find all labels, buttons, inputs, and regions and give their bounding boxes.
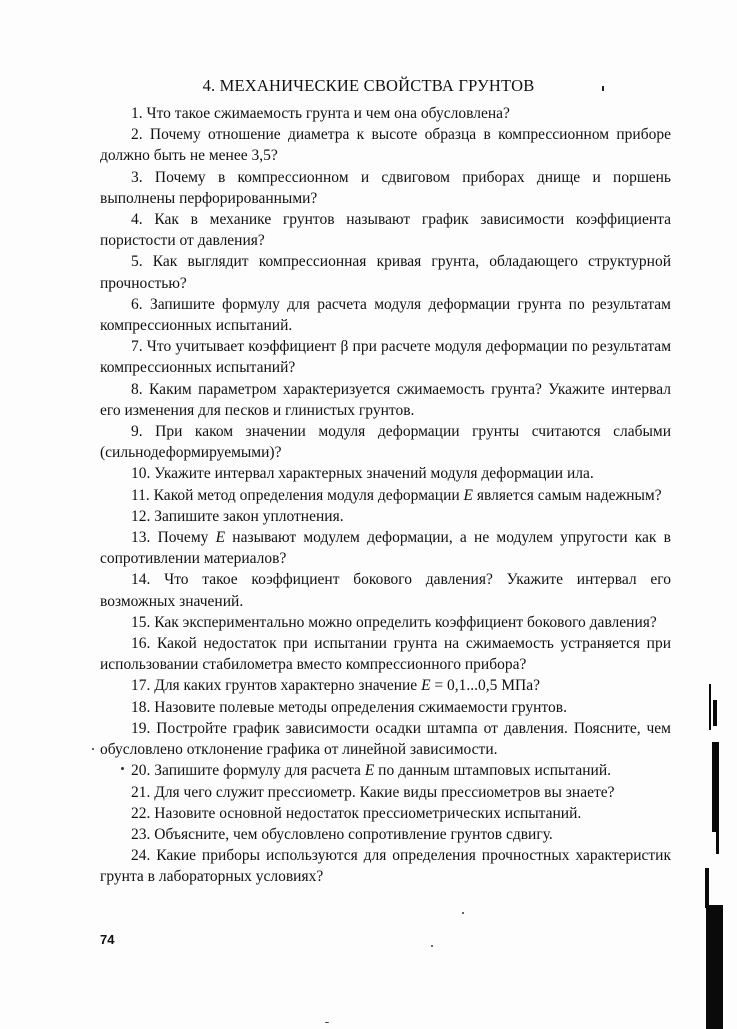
scan-edge-shadow: [706, 905, 723, 1029]
question-item: 12. Запишите закон уплотнения.: [131, 507, 344, 525]
scan-edge-shadow: [713, 700, 717, 726]
scan-speck: [431, 945, 433, 947]
question-text: 13. Почему: [131, 529, 216, 547]
modulus-symbol: E: [421, 677, 431, 695]
scan-mark: [602, 86, 604, 91]
question-item: [100, 527, 671, 569]
page-title: 4. МЕХАНИЧЕСКИЕ СВОЙСТВА ГРУНТОВ: [202, 76, 535, 95]
question-text: называют модулем деформации, а не модулем упругости как в сопротивлении материалов?: [100, 529, 672, 568]
question-item: 10. Укажите интервал характерных значений модуля деформации ила.: [131, 465, 594, 483]
scan-speck: [121, 767, 124, 770]
modulus-symbol: E: [364, 762, 375, 780]
scan-speck: [462, 912, 464, 914]
scan-speck: [325, 1022, 329, 1023]
modulus-symbol: E: [463, 486, 473, 504]
question-item: 1. Что такое сжимаемость грунта и чем она обусловлена?: [131, 105, 510, 122]
modulus-symbol: E: [215, 529, 226, 547]
question-item: 16. Какой недостаток при испытании грунта на сжимаемость устраняется при использовании стабилометра вместо компрессионного прибора?: [100, 635, 671, 674]
scan-edge-shadow: [716, 832, 719, 854]
scan-edge-shadow: [709, 684, 711, 730]
page-number: 74: [100, 932, 115, 947]
question-item: [100, 760, 671, 781]
question-item: 24. Какие приборы используются для определения прочностных характеристик грунта в лабораторных условиях?: [100, 847, 671, 886]
question-item: 23. Объясните, чем обусловлено сопротивление грунтов сдвигу.: [131, 825, 553, 843]
question-item: 7. Что учитывает коэффициент β при расчете модуля деформации по результатам компрессионных испытаний?: [100, 338, 671, 377]
question-item: 19. Постройте график зависимости осадки штампа от давления. Поясните, чем обусловлено отклонение графика от линейной зависимости.: [100, 719, 671, 759]
question-item: 22. Назовите основной недостаток прессиометрических испытаний.: [131, 804, 582, 822]
question-item: 14. Что такое коэффициент бокового давления? Укажите интервал его возможных значений.: [100, 571, 671, 610]
question-item: 3. Почему в компрессионном и сдвиговом приборах днище и поршень выполнены перфорированными?: [100, 168, 671, 207]
question-item: 21. Для чего служит прессиометр. Какие виды прессиометров вы знаете?: [131, 783, 615, 801]
question-item: 15. Как экспериментально можно определить коэффициент бокового давления?: [131, 613, 657, 631]
scan-speck: [92, 748, 94, 750]
question-item: 8. Каким параметром характеризуется сжимаемость грунта? Укажите интервал его изменения для песков и глинистых грунтов.: [100, 380, 671, 419]
question-text: = 0,1...0,5 МПа?: [430, 677, 541, 695]
question-text: 17. Для каких грунтов характерно значение: [131, 677, 422, 695]
question-text: 11. Какой метод определения модуля деформации: [131, 486, 464, 504]
question-item: 18. Назовите полевые методы определения сжимаемости грунтов.: [131, 698, 567, 716]
question-item: [100, 485, 671, 506]
question-item: 6. Запишите формулу для расчета модуля деформации грунта по результатам компрессионных испытаний.: [100, 295, 671, 335]
scan-edge-shadow: [712, 742, 719, 832]
question-item: 2. Почему отношение диаметра к высоте образца в компрессионном приборе должно быть не менее 3,5?: [100, 126, 671, 165]
question-item: 9. При каком значении модуля деформации грунты считаются слабыми (сильнодеформируемыми)?: [100, 423, 671, 462]
question-item: 4. Как в механике грунтов называют график зависимости коэффициента пористости от давления?: [100, 211, 671, 250]
question-text: 20. Запишите формулу для расчета: [131, 762, 365, 780]
question-list: [100, 103, 671, 888]
question-text: является самым надежным?: [473, 486, 662, 504]
question-text: по данным штамповых испытаний.: [374, 762, 612, 780]
scan-edge-shadow: [705, 868, 709, 908]
question-item: 5. Как выглядит компрессионная кривая грунта, обладающего структурной прочностью?: [100, 253, 671, 292]
question-item: [100, 675, 671, 696]
